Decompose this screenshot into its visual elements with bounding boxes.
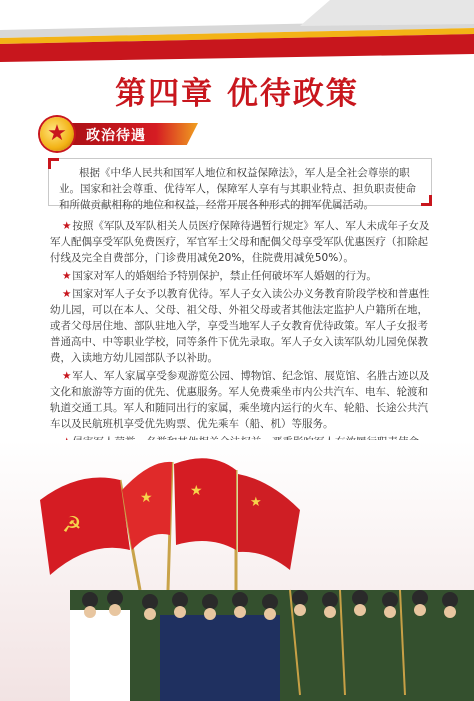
- svg-text:★: ★: [190, 483, 203, 499]
- policy-item: [50, 368, 435, 432]
- policy-item-text: 国家对军人的婚姻给予特别保护，禁止任何破坏军人婚姻的行为。: [72, 270, 377, 282]
- svg-text:☭: ☭: [62, 513, 82, 538]
- chapter-title: 第四章 优待政策: [115, 76, 359, 112]
- star-icon: ★: [40, 117, 74, 151]
- star-bullet-icon: ★: [62, 220, 72, 232]
- star-bullet-icon: ★: [62, 370, 72, 382]
- top-banner-graphic: [0, 0, 474, 62]
- policy-item: [50, 218, 435, 266]
- corner-decoration: [421, 195, 432, 206]
- policy-item: [50, 286, 435, 366]
- intro-box: [48, 158, 432, 211]
- policy-item: [50, 268, 435, 284]
- star-bullet-icon: ★: [62, 288, 72, 300]
- svg-text:★: ★: [250, 495, 262, 510]
- military-parade-photo: [0, 440, 474, 701]
- policy-item-text: 按照《军队及军队相关人员医疗保障待遇暂行规定》军人、军人未成年子女及军人配偶享受军队免费医疗，军官军士父母和配偶父母享受军队优惠医疗（扣除起付线及完全自费部分，门诊费用减免20%，住院费用减免50%）。: [50, 220, 430, 264]
- star-bullet-icon: ★: [62, 270, 72, 282]
- intro-text: 根据《中华人民共和国军人地位和权益保障法》，军人是全社会尊崇的职业。国家和社会尊重、优待军人，保障军人享有与其职业特点、担负职责使命和所做贡献相称的地位和权益，经常开展各种形式的拥军优属活动。: [59, 167, 416, 211]
- policy-item-text: 国家对军人子女予以教育优待。军人子女入读公办义务教育阶段学校和普惠性幼儿园，可以在本人、父母、祖父母、外祖父母或者其他法定监护人户籍所在地，或者父母居住地、部队驻地入学，享受当地军人子女教育优待政策。军人子女报考普通高中、中等职业学校，同等条件下优先录取。军人子女入读军队幼儿园免保教费，入读地方幼儿园部队予以补助。: [50, 288, 430, 364]
- svg-text:★: ★: [140, 490, 153, 506]
- corner-decoration: [48, 158, 59, 169]
- policy-item-text: 军人、军人家属享受参观游览公园、博物馆、纪念馆、展览馆、名胜古迹以及文化和旅游等方面的优先、优惠服务。军人免费乘坐市内公共汽车、电车、轮渡和轨道交通工具。军人和随同出行的家属，乘坐境内运行的火车、轮船、长途公共汽车以及民航班机享受优先购票、优先乘车（船、机）等服务。: [50, 370, 430, 430]
- section-header: [40, 117, 190, 151]
- section-label: 政治待遇: [86, 128, 146, 144]
